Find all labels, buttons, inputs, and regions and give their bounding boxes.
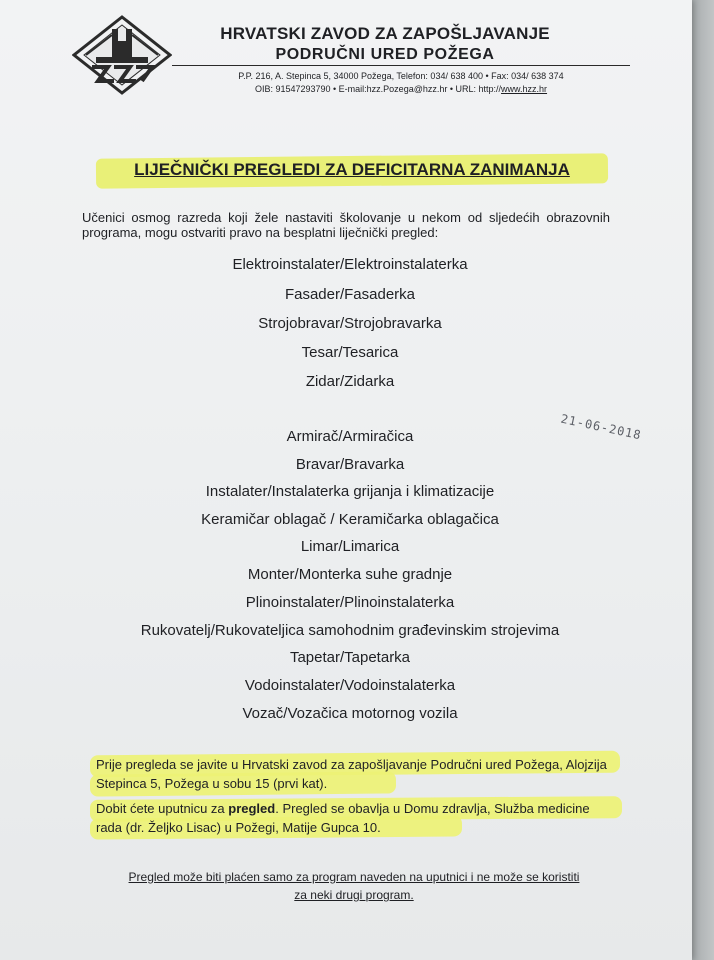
program-item: Limar/Limarica [300,538,400,555]
program-item: Rukovatelj/Rukovateljica samohodnim građevinskim strojevima [140,622,560,639]
program-item: Monter/Monterka suhe gradnje [247,566,453,583]
contact-line-1: P.P. 216, A. Stepinca 5, 34000 Požega, Telefon: 034/ 638 400 • Fax: 034/ 638 374 [238,71,564,81]
referral-bold-word: pregled [228,801,276,816]
program-item: Tapetar/Tapetarka [289,649,411,666]
footer-note-line-2: za neki drugi program. [294,888,414,902]
program-item: Plinoinstalater/Plinoinstalaterka [245,594,455,611]
intro-paragraph: Učenici osmog razreda koji žele nastaviti školovanje u nekom od sljedećih obrazovnih programa, mogu ostvariti pravo na besplatni liječnički pregled: [82,210,610,240]
program-item: Instalater/Instalaterka grijanja i klimatizacije [205,483,495,500]
program-item: Vodoinstalater/Vodoinstalaterka [244,677,456,694]
program-item: Zidar/Zidarka [305,373,395,390]
program-item: Elektroinstalater/Elektroinstalaterka [232,256,468,273]
footer-note-line-1: Pregled može biti plaćen samo za program naveden na uputnici i ne može se koristiti [128,870,580,884]
referral-text-start: Dobit ćete uputnicu za [96,801,229,816]
program-item: Bravar/Bravarka [295,456,405,473]
program-item: Armirač/Armiračica [286,428,414,445]
date-stamp: 21-06-2018 [559,411,643,443]
program-item: Vozač/Vozačica motornog vozila [242,705,458,722]
contact-line-2 [196,84,606,94]
contact-oib-email: OIB: 91547293790 • E-mail:hzz.Pozega@hzz.hr • URL: http:// [254,84,502,94]
document-title: LIJEČNIČKI PREGLEDI ZA DEFICITARNA ZANIMANJA [134,160,570,179]
hzz-logo-icon [72,15,172,95]
program-item: Keramičar oblagač / Keramičarka oblagačica [201,511,499,528]
office-name: PODRUČNI URED POŽEGA [275,46,495,63]
header-divider [172,65,630,66]
website-link[interactable]: www.hzz.hr [501,84,548,94]
report-instructions: Prije pregleda se javite u Hrvatski zavod za zapošljavanje Područni ured Požega, Alojzija Stepinca 5, Požega u sobu 15 (prvi kat). [96,757,607,791]
org-name: HRVATSKI ZAVOD ZA ZAPOŠLJAVANJE [220,24,550,43]
program-item: Strojobravar/Strojobravarka [258,315,442,332]
program-item: Fasader/Fasaderka [284,286,416,303]
referral-paragraph [96,799,610,837]
program-item: Tesar/Tesarica [301,344,399,361]
referral-text-end: . Pregled se obavlja u Domu zdravlja, Služba medicine rada (dr. Željko Lisac) u Požegi, Matije Gupca 10. [96,801,590,835]
